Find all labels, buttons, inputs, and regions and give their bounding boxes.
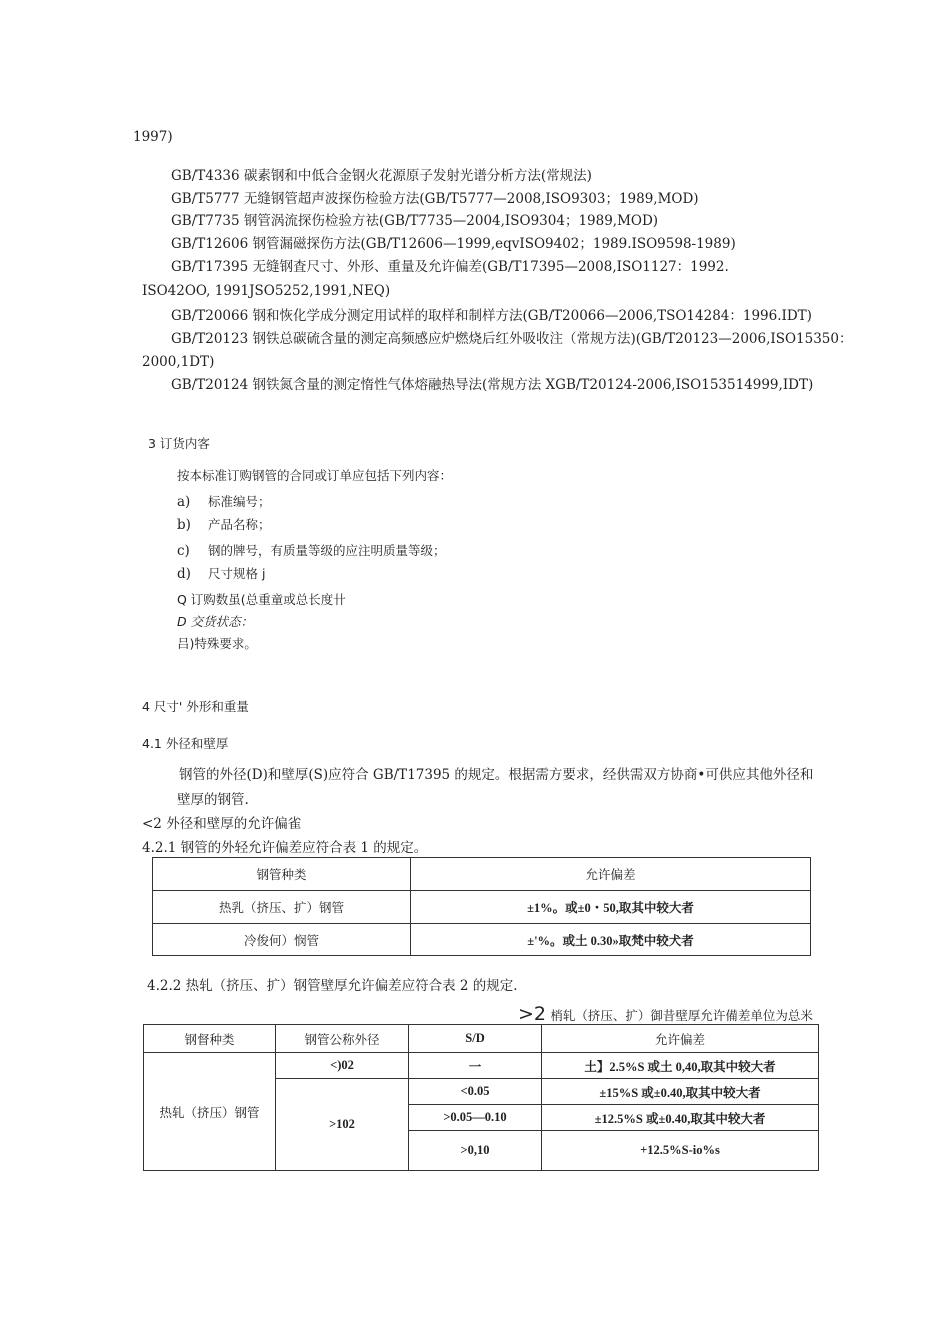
table-cell: ±15%S 或±0.40,取其中较大者 <box>542 1079 819 1105</box>
section-4-1-heading: 4.1 外径和壁厚 <box>142 736 229 751</box>
table-2-caption-unit: 单位为总米 <box>750 1008 813 1023</box>
table-cell: 热轧（挤压）钢管 <box>144 1053 276 1171</box>
table-cell: >0,10 <box>409 1131 542 1171</box>
list-item-mark: c) <box>177 543 190 559</box>
list-item-mark: a) <box>177 494 191 510</box>
ref-gbt20123: GB/T20123 钢铁总碳硫含量的测定高频感应炉燃烧后红外吸收注（常规方法)(GB/T20123—2006,ISO15350： <box>171 331 853 347</box>
ref-continuation: 1997) <box>133 129 173 145</box>
table-2-caption-number: >2 <box>518 1003 547 1025</box>
section-4-2-2-text: 4.2.2 热轧（挤压、扩）钢管壁厚允许偏差应符合表 2 的规定. <box>147 978 518 994</box>
ref-gbt20124: GB/T20124 钢铁氮含量的测定惰性气体熔融热导法(常规方法 XGB/T20124-2006,ISO153514999,IDT) <box>171 377 814 393</box>
ref-gbt12606: GB/T12606 钢管漏磁探伤方法(GB/T12606—1999,eqvISO9402；1989.ISO9598-1989) <box>171 236 736 252</box>
section-4-1-paragraph: 钢管的外径(D)和壁厚(S)应符合 GB/T17395 的规定。根据需方要求，经供需双方协商•可供应其他外径和 <box>179 767 814 783</box>
table-2 <box>143 1024 819 1171</box>
ref-gbt7735: GB/T7735 钢管涡流探伤检验方祛(GB/T7735—2004,ISO9304；1989,MOD) <box>171 213 659 229</box>
table-header-cell: 允许偏差 <box>411 858 811 891</box>
table-cell: ±12.5%S 或±0.40,取其中较大者 <box>542 1105 819 1131</box>
table-1 <box>152 857 811 956</box>
table-cell: >102 <box>276 1079 409 1171</box>
table-header-cell: S/D <box>409 1025 542 1053</box>
table-row <box>144 1053 819 1079</box>
table-cell: +12.5%S-io%s <box>542 1131 819 1171</box>
section-3-intro: 按本标准订购钢管的合同或订单应包括下列内容： <box>177 468 453 483</box>
list-item-mark: b) <box>177 517 191 533</box>
ref-gbt4336: GB/T4336 碳素钢和中低合金钢火花源原子发射光谱分析方法(常规法) <box>171 168 592 184</box>
section-4-2-1-text: 4.2.1 钢管的外轻允许偏差应符合表 1 的规定。 <box>142 840 428 856</box>
table-header-cell: 钢督种类 <box>144 1025 276 1053</box>
table-header-row <box>153 858 811 891</box>
table-cell: ±1%。或±0・50,取其中较大者 <box>411 891 811 924</box>
section-3-heading: 3 订货内客 <box>148 436 210 451</box>
table-2-caption-title: 梢轧（挤压、扩）御昔壁厚允许備差 <box>550 1008 751 1023</box>
list-item: 标准编号； <box>208 494 271 509</box>
list-item-e: Q 订购数虽(总重童或总长度卄 <box>177 592 346 607</box>
table-cell: >0.05—0.10 <box>409 1105 542 1131</box>
table-cell: <0.05 <box>409 1079 542 1105</box>
ref-gbt20123-cont: 2000,1DT) <box>142 354 215 370</box>
ref-gbt20066: GB/T20066 钢和恢化学成分测定用试样的取样和制样方法(GB/T20066—2006,TSO14284：1996.IDT) <box>171 308 812 324</box>
table-header-cell: 钢管公称外径 <box>276 1025 409 1053</box>
section-4-2-heading: <2 外径和壁厚的允许偏雀 <box>142 816 302 832</box>
table-cell: 一 <box>409 1053 542 1079</box>
table-row <box>153 924 811 956</box>
list-item: 尺寸规格 j <box>208 566 266 581</box>
table-cell: 土】2.5%S 或土 0,40,取其中较大者 <box>542 1053 819 1079</box>
section-4-1-paragraph-cont: 壁厚的钢管. <box>177 792 249 808</box>
table-header-cell: 允许偏差 <box>542 1025 819 1053</box>
table-cell: ±'%。或土 0.30»取梵中较犬者 <box>411 924 811 956</box>
list-item: 产品名称； <box>208 517 271 532</box>
list-item-f: D 交货状态： <box>177 614 254 629</box>
table-cell: 冷俊何）悯管 <box>153 924 411 956</box>
list-item: 钢的牌号，有质量等级的应注明质量等级； <box>208 543 446 558</box>
table-header-cell: 钢管种类 <box>153 858 411 891</box>
table-cell: <)02 <box>276 1053 409 1079</box>
ref-gbt17395: GB/T17395 无缝钢査尺寸、外形、重量及允许偏差(GB/T17395—2008,ISO1127：1992. <box>171 259 729 275</box>
section-4-heading: 4 尺寸' 外形和重量 <box>142 699 249 714</box>
table-cell: 热乳（挤压、扩）钢管 <box>153 891 411 924</box>
ref-gbt17395-cont: ISO42OO, 1991JSO5252,1991,NEQ) <box>142 283 391 299</box>
table-header-row <box>144 1025 819 1053</box>
list-item-g: 吕)特殊要求。 <box>177 636 257 651</box>
list-item-mark: d) <box>177 566 191 582</box>
table-row <box>153 891 811 924</box>
ref-gbt5777: GB/T5777 无缝钢管超声波探伤检验方法(GB/T5777—2008,ISO9303；1989,MOD) <box>171 191 699 207</box>
